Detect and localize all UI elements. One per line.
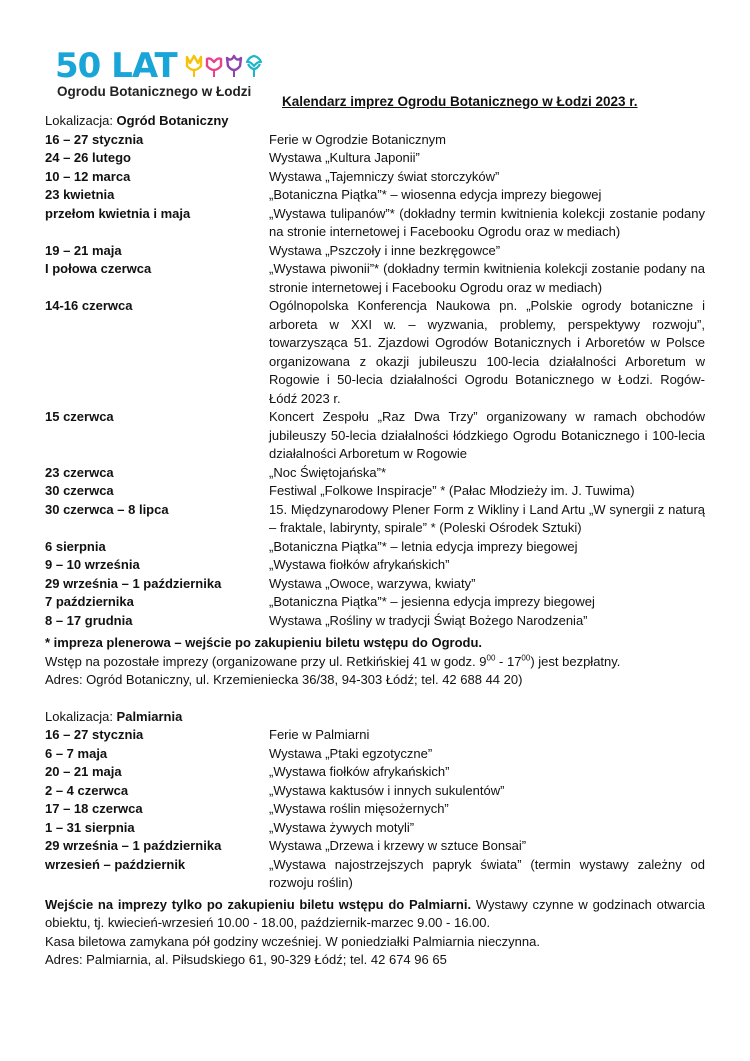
event-description: Koncert Zespołu „Raz Dwa Trzy” organizowany w ramach obchodów jubileuszy 50-lecia działalności łódzkiego Ogrodu Botanicznego i 100-lecia działalności Arboretum w Rogowie [269,409,705,461]
event-date: 7 października [45,594,134,609]
section-location-garden [45,112,705,131]
event-description: Wystawa „Tajemniczy świat storczyków” [269,168,500,184]
event-description: Ferie w Ogrodzie Botanicznym [269,131,447,147]
event-description: „Wystawa żywych motyli” [269,819,415,835]
event-row [45,612,705,631]
section-gap [45,690,705,708]
logo-title: 50 LAT [55,46,177,86]
event-row [45,782,705,801]
event-row [45,538,705,557]
event-description: Wystawa „Drzewa i krzewy w sztuce Bonsai” [269,838,527,853]
palm-house-address: Adres: Palmiarnia, al. Piłsudskiego 61, 90-329 Łódź; tel. 42 674 96 65 [45,952,447,967]
location-label: Lokalizacja: [45,708,117,724]
event-row [45,186,705,205]
garden-address: Adres: Ogród Botaniczny, ul. Krzemieniecka 36/38, 94-303 Łódź; tel. 42 688 44 20) [45,672,523,687]
event-date: 16 – 27 stycznia [45,727,144,742]
event-date: przełom kwietnia i maja [45,205,191,221]
event-date: 24 – 26 lutego [45,150,131,165]
tulip-yellow-icon [185,54,203,78]
event-row [45,763,705,782]
event-date: 6 sierpnia [45,538,106,554]
event-description: Ogólnopolska Konferencja Naukowa pn. „Polskie ogrody botaniczne i arboreta w XXI w. – wyzwania, problemy, perspektywy rozwoju”, towarzysząca 51. Zjazdowi Ogrodów Botanicznych i Arboretów w Polsce organizowana z okazji jubileuszu 100-lecia działalności Arboretum w Rogowie i 50-lecia działalności Ogrodu Botanicznego w Łodzi. Rogów- Łódź 2023 r. [269,298,705,406]
event-description: „Wystawa tulipanów”* (dokładny termin kwitnienia kolekcji zostanie podany na stronie internetowej i Facebooku Ogrodu oraz w mediach) [269,205,705,239]
event-date: 30 czerwca [45,483,114,498]
event-description: „Wystawa piwonii”* (dokładny termin kwitnienia kolekcji zostanie podany na stronie internetowej i Facebooku Ogrodu oraz w mediach) [269,261,705,295]
event-date: 10 – 12 marca [45,168,131,184]
location-place: Palmiarnia [116,708,183,724]
event-description: „Noc Świętojańska”* [269,464,387,480]
event-date: 14-16 czerwca [45,298,133,313]
event-row [45,593,705,612]
event-row [45,408,705,464]
event-date: 30 czerwca – 8 lipca [45,501,169,517]
event-row [45,856,705,893]
event-row [45,726,705,745]
location-label: Lokalizacja: [45,113,117,128]
event-date: 16 – 27 stycznia [45,131,144,147]
event-row [45,242,705,261]
tulip-purple-icon [225,54,243,78]
event-description: Wystawa „Pszczoły i inne bezkręgowce” [269,242,501,258]
event-row [45,131,705,150]
event-date: wrzesień – październik [45,856,186,872]
event-date: 15 czerwca [45,409,114,424]
cashier-note: Kasa biletowa zamykana pół godziny wcześniej. W poniedziałki Palmiarnia nieczynna. [45,933,540,949]
event-description: „Wystawa fiołków afrykańskich” [269,557,450,572]
tulip-cyan-icon [245,54,263,78]
entry-hour-sep: - 17 [495,653,522,669]
logo-icons [185,54,265,78]
event-row [45,745,705,764]
event-description: Festiwal „Folkowe Inspiracje” * (Pałac Młodzieży im. J. Tuwima) [269,483,635,498]
event-date: 23 czerwca [45,464,114,480]
outdoor-note-text: * impreza plenerowa – wejście po zakupieniu biletu wstępu do Ogrodu. [45,635,483,650]
event-row [45,501,705,538]
event-date: 1 – 31 sierpnia [45,819,135,835]
event-row [45,556,705,575]
event-row [45,149,705,168]
event-row [45,819,705,838]
event-date: 19 – 21 maja [45,242,122,258]
logo-subtitle: Ogrodu Botanicznego w Łodzi [57,84,252,99]
event-row [45,297,705,408]
event-description: Wystawa „Ptaki egzotyczne” [269,745,433,761]
event-date: 2 – 4 czerwca [45,782,129,798]
entry-hour-start-sup: 00 [486,653,496,663]
event-list-palm-house [45,726,705,893]
event-description: „Wystawa najostrzejszych papryk świata” (termin wystawy zależny od rozwoju roślin) [269,856,705,890]
outdoor-note [45,634,705,653]
event-description: „Wystawa fiołków afrykańskich” [269,764,450,779]
event-date: 8 – 17 grudnia [45,612,133,628]
event-row [45,205,705,242]
event-description: „Botaniczna Piątka”* – wiosenna edycja imprezy biegowej [269,187,602,202]
event-row [45,800,705,819]
event-date: 9 – 10 września [45,557,140,572]
event-date: 29 września – 1 października [45,575,222,591]
event-date: I połowa czerwca [45,261,152,276]
event-date: 29 września – 1 października [45,838,222,853]
calendar-content [45,112,705,970]
event-description: Wystawa „Rośliny w tradycji Świąt Bożego Narodzenia” [269,612,588,628]
tulip-pink-icon [205,54,223,78]
event-date: 23 kwietnia [45,187,115,202]
event-row [45,464,705,483]
entry-hour-end-sup: 00 [521,653,531,663]
palm-house-note-bold: Wejście na imprezy tylko po zakupieniu biletu wstępu do Palmiarni. [45,896,472,912]
location-place: Ogród Botaniczny [116,113,229,128]
palm-house-note [45,896,705,933]
entry-info [45,653,705,672]
event-description: Ferie w Palmiarni [269,727,370,742]
event-description: Wystawa „Kultura Japonii” [269,150,420,165]
event-row [45,482,705,501]
entry-info-text: Wstęp na pozostałe imprezy (organizowane przy ul. Retkińskiej 41 w godz. 9 [45,653,487,669]
event-description: „Wystawa roślin mięsożernych” [269,801,449,816]
logo [55,48,265,99]
event-date: 20 – 21 maja [45,764,122,779]
event-date: 6 – 7 maja [45,745,108,761]
page-title: Kalendarz imprez Ogrodu Botanicznego w Łodzi 2023 r. [282,94,638,109]
event-row [45,575,705,594]
entry-info-end: ) jest bezpłatny. [530,653,621,669]
event-row [45,260,705,297]
event-description: „Botaniczna Piątka”* – letnia edycja imprezy biegowej [269,538,578,554]
event-row [45,168,705,187]
event-list-garden [45,131,705,631]
event-date: 17 – 18 czerwca [45,801,143,816]
event-description: 15. Międzynarodowy Plener Form z Wikliny i Land Artu „W synergii z naturą – fraktale, labirynty, spirale” * (Poleski Ośrodek Sztuki) [269,501,705,535]
palm-house-note-rest: Wystawy czynne w godzinach otwarcia obiektu, tj. kwiecień-wrzesień 10.00 - 18.00, październik-marzec 9.00 - 16.00. [45,896,705,930]
event-description: „Botaniczna Piątka”* – jesienna edycja imprezy biegowej [269,594,595,609]
event-description: „Wystawa kaktusów i innych sukulentów” [269,782,505,798]
event-row [45,837,705,856]
event-description: Wystawa „Owoce, warzywa, kwiaty” [269,575,476,591]
section-location-palm-house [45,708,705,727]
